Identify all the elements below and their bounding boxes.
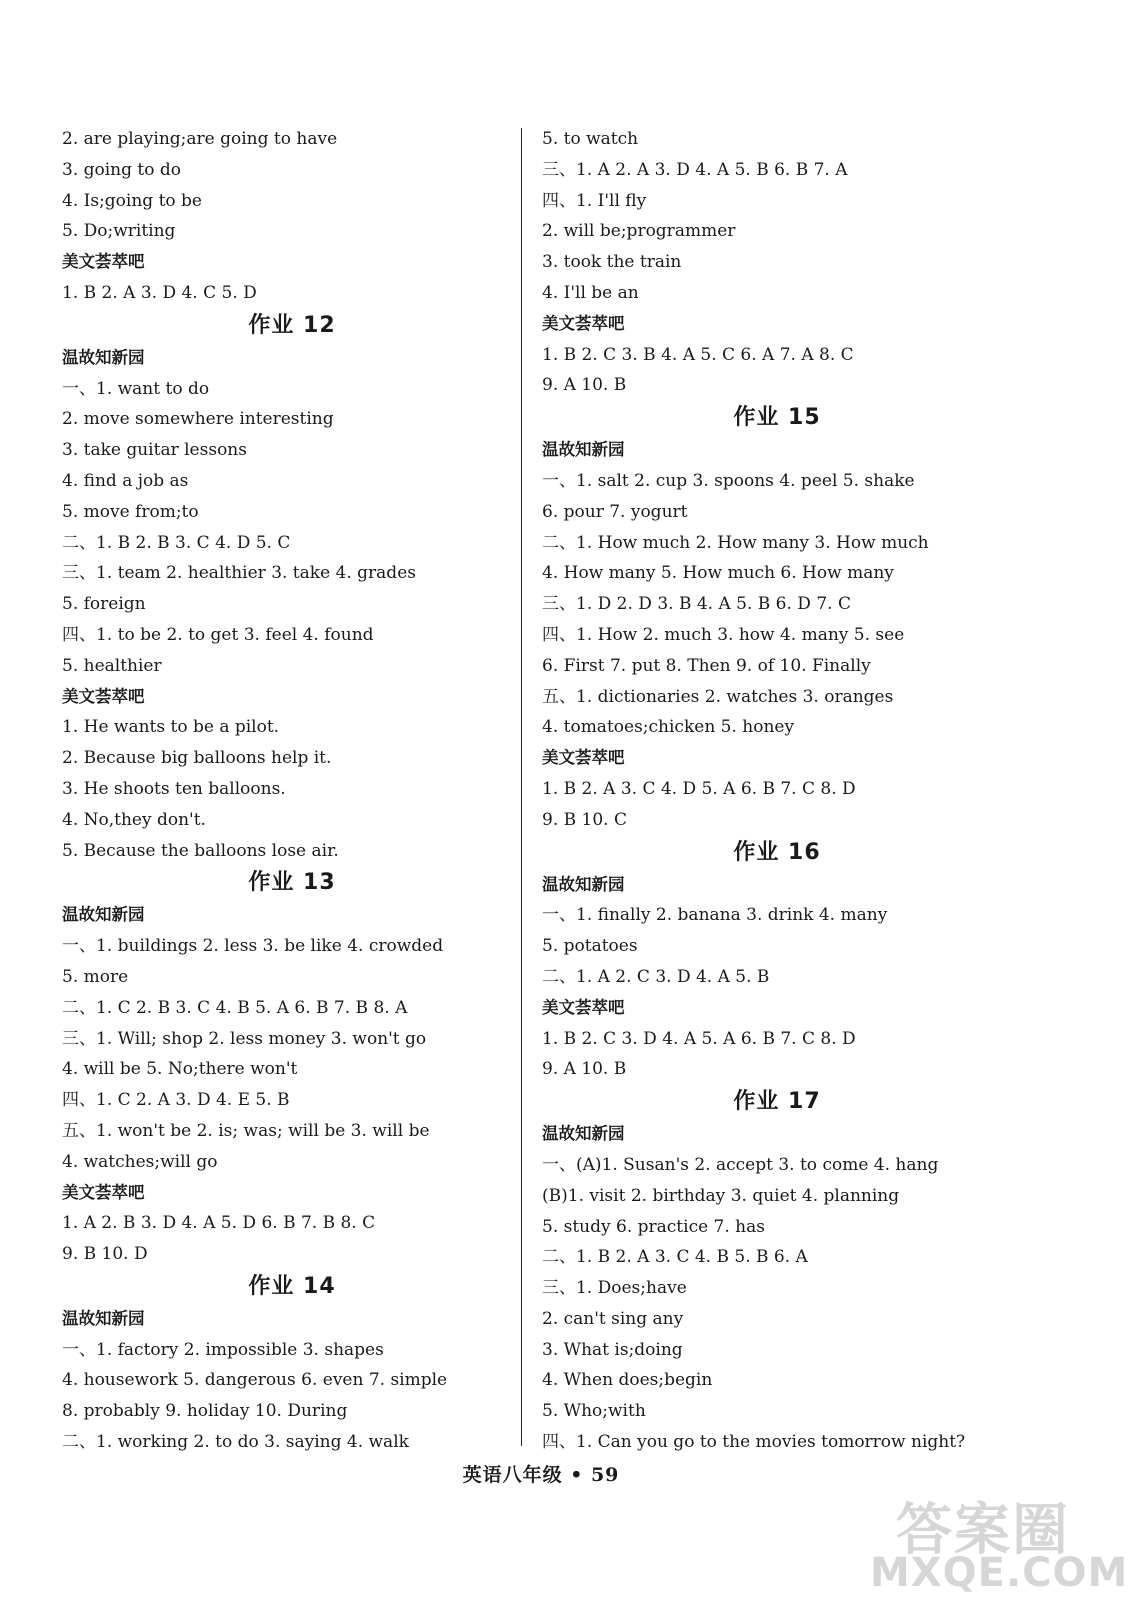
answer-line: 5. Do;writing	[62, 221, 176, 242]
answer-line: 5. potatoes	[542, 936, 638, 957]
assignment-title: 作业 16	[733, 839, 821, 865]
answer-line: 4. When does;begin	[542, 1370, 713, 1391]
left-column	[62, 124, 522, 1458]
answer-line: 3. took the train	[542, 252, 682, 273]
answer-line: 二、1. C 2. B 3. C 4. B 5. A 6. B 7. B 8. A	[62, 997, 408, 1018]
answer-line: 一、1. salt 2. cup 3. spoons 4. peel 5. shake	[542, 470, 915, 491]
answer-line: 4. How many 5. How much 6. How many	[542, 563, 894, 584]
answer-line: 五、1. won't be 2. is; was; will be 3. will be	[62, 1120, 430, 1141]
assignment-title: 作业 13	[248, 870, 336, 896]
section-heading: 美文荟萃吧	[542, 313, 625, 333]
section-heading: 美文荟萃吧	[62, 686, 145, 706]
answer-line: 1. B 2. A 3. D 4. C 5. D	[62, 282, 257, 303]
assignment-title: 作业 12	[248, 312, 336, 338]
answer-line: 5. healthier	[62, 655, 162, 676]
answer-line: 4. tomatoes;chicken 5. honey	[542, 717, 795, 738]
answer-line: 4. I'll be an	[542, 282, 639, 303]
answer-line: 3. He shoots ten balloons.	[62, 778, 286, 799]
section-heading: 温故知新园	[62, 905, 145, 925]
answer-line: 2. Because big balloons help it.	[62, 748, 332, 769]
answer-line: 1. He wants to be a pilot.	[62, 717, 280, 738]
watermark-logo	[870, 1486, 1128, 1596]
answer-line: 四、1. to be 2. to get 3. feel 4. found	[62, 624, 374, 645]
section-heading: 美文荟萃吧	[542, 997, 625, 1017]
section-heading: 美文荟萃吧	[62, 252, 145, 272]
column-divider	[521, 128, 522, 1446]
answer-line: 4. will be 5. No;there won't	[62, 1059, 298, 1080]
answer-line: 一、1. finally 2. banana 3. drink 4. many	[542, 905, 888, 926]
answer-line: 四、1. Can you go to the movies tomorrow night?	[542, 1432, 966, 1453]
assignment-title: 作业 15	[733, 405, 821, 431]
answer-line: 5. move from;to	[62, 501, 199, 522]
answer-line: 9. B 10. C	[542, 809, 627, 830]
answer-line: 5. foreign	[62, 594, 146, 615]
answer-line: 6. First 7. put 8. Then 9. of 10. Finally	[542, 655, 871, 676]
answer-line: 三、1. team 2. healthier 3. take 4. grades	[62, 563, 416, 584]
answer-line: 1. B 2. C 3. B 4. A 5. C 6. A 7. A 8. C	[542, 344, 854, 365]
answer-line: 三、1. Will; shop 2. less money 3. won't go	[62, 1028, 427, 1049]
answer-line: 5. Who;with	[542, 1401, 646, 1422]
page-footer: 英语八年级 • 59	[462, 1464, 620, 1486]
answer-line: 8. probably 9. holiday 10. During	[62, 1401, 348, 1422]
answer-line: 三、1. A 2. A 3. D 4. A 5. B 6. B 7. A	[542, 159, 848, 180]
answer-line: 9. A 10. B	[542, 375, 627, 396]
answer-line: 一、1. buildings 2. less 3. be like 4. crowded	[62, 936, 444, 957]
answer-line: 5. Because the balloons lose air.	[62, 840, 339, 861]
answer-line: 1. B 2. C 3. D 4. A 5. A 6. B 7. C 8. D	[542, 1028, 856, 1049]
right-column	[542, 124, 1012, 1458]
watermark-top: 答案圈	[896, 1498, 1070, 1563]
section-heading: 美文荟萃吧	[62, 1182, 145, 1202]
answer-line: 6. pour 7. yogurt	[542, 501, 688, 522]
answer-line: 1. A 2. B 3. D 4. A 5. D 6. B 7. B 8. C	[62, 1213, 376, 1234]
answer-line: 3. going to do	[62, 159, 181, 180]
answer-line: 4. watches;will go	[62, 1151, 218, 1172]
assignment-title: 作业 17	[733, 1089, 821, 1115]
answer-line: 二、1. A 2. C 3. D 4. A 5. B	[542, 966, 770, 987]
answer-line: 2. move somewhere interesting	[62, 409, 334, 430]
answer-line: 4. No,they don't.	[62, 809, 206, 830]
answer-line: 二、1. B 2. B 3. C 4. D 5. C	[62, 532, 291, 553]
answer-line: 2. are playing;are going to have	[62, 129, 338, 149]
section-heading: 温故知新园	[542, 440, 625, 460]
answer-line: 3. What is;doing	[542, 1339, 683, 1360]
answer-line: 9. B 10. D	[62, 1244, 148, 1265]
answer-line: 三、1. D 2. D 3. B 4. A 5. B 6. D 7. C	[542, 594, 851, 615]
answer-line: 5. more	[62, 966, 129, 987]
answer-line: 四、1. I'll fly	[542, 190, 647, 211]
section-heading: 温故知新园	[62, 347, 145, 367]
watermark-bottom: MXQE.COM	[870, 1550, 1128, 1596]
assignment-title: 作业 14	[248, 1273, 336, 1299]
answer-line: 三、1. Does;have	[542, 1278, 687, 1299]
answer-line: (B)1. visit 2. birthday 3. quiet 4. planning	[542, 1185, 900, 1206]
answer-line: 3. take guitar lessons	[62, 440, 247, 461]
section-heading: 美文荟萃吧	[542, 748, 625, 768]
answer-line: 5. study 6. practice 7. has	[542, 1216, 765, 1237]
answer-line: 一、(A)1. Susan's 2. accept 3. to come 4. hang	[542, 1154, 939, 1175]
answer-line: 2. will be;programmer	[542, 221, 736, 242]
section-heading: 温故知新园	[542, 874, 625, 894]
answer-line: 1. B 2. A 3. C 4. D 5. A 6. B 7. C 8. D	[542, 778, 856, 799]
section-heading: 温故知新园	[542, 1124, 625, 1144]
answer-line: 一、1. factory 2. impossible 3. shapes	[62, 1339, 384, 1360]
answer-line: 9. A 10. B	[542, 1059, 627, 1080]
answer-line: 4. find a job as	[62, 470, 189, 491]
answer-line: 五、1. dictionaries 2. watches 3. oranges	[542, 686, 894, 707]
answer-line: 四、1. How 2. much 3. how 4. many 5. see	[542, 624, 905, 645]
answer-line: 二、1. How much 2. How many 3. How much	[542, 532, 929, 553]
answer-line: 5. to watch	[542, 129, 639, 149]
answer-line: 二、1. B 2. A 3. C 4. B 5. B 6. A	[542, 1247, 808, 1268]
answer-line: 4. Is;going to be	[62, 190, 202, 211]
answer-line: 二、1. working 2. to do 3. saying 4. walk	[62, 1432, 409, 1453]
answer-line: 一、1. want to do	[62, 378, 210, 399]
answer-line: 2. can't sing any	[542, 1308, 684, 1329]
answer-line: 四、1. C 2. A 3. D 4. E 5. B	[62, 1090, 290, 1111]
section-heading: 温故知新园	[62, 1308, 145, 1328]
answer-line: 4. housework 5. dangerous 6. even 7. simple	[62, 1370, 448, 1391]
